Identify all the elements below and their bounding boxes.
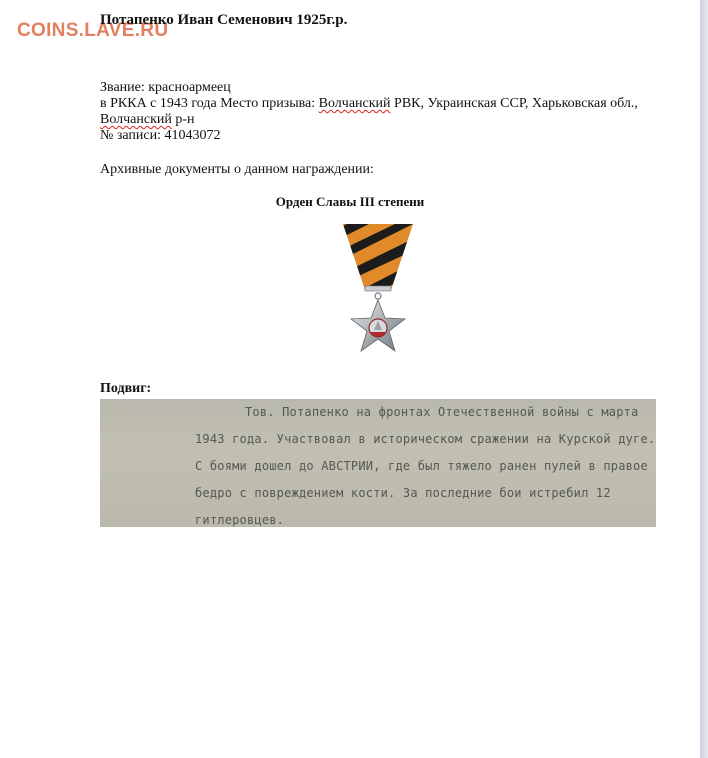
scan-line: С боями дошел до АВСТРИИ, где был тяжело ранен пулей в правое (195, 459, 648, 473)
service-place: Волчанский (318, 96, 391, 111)
scan-line: бедро с повреждением кости. За последние бои истребил 12 (195, 486, 611, 500)
order-of-glory-medal-icon (333, 224, 423, 364)
award-title: Орден Славы III степени (275, 194, 425, 209)
archive-heading: Архивные документы о данном награждении: (100, 162, 374, 177)
scan-line: 1943 года. Участвовал в историческом сражении на Курской дуге. (195, 432, 656, 446)
page-title: Потапенко Иван Семенович 1925г.р. (100, 12, 348, 28)
district-name: Волчанский (100, 112, 172, 127)
watermark: COINS.LAVE.RU (17, 20, 169, 41)
district-suffix: р-н (171, 112, 195, 127)
window-right-edge (700, 0, 708, 758)
service-prefix: в РККА с 1943 года Место призыва: (100, 96, 319, 111)
service-line (100, 96, 638, 112)
feat-heading: Подвиг: (100, 381, 152, 396)
district-line (100, 112, 195, 128)
service-suffix: РВК, Украинская ССР, Харьковская обл., (390, 96, 638, 111)
rank-line: Звание: красноармеец (100, 80, 231, 95)
scanned-document (100, 399, 656, 527)
record-number: № записи: 41043072 (100, 128, 221, 143)
scan-line: гитлеровцев. (195, 513, 285, 527)
scan-line: Тов. Потапенко на фронтах Отечественной войны с марта (245, 405, 639, 419)
